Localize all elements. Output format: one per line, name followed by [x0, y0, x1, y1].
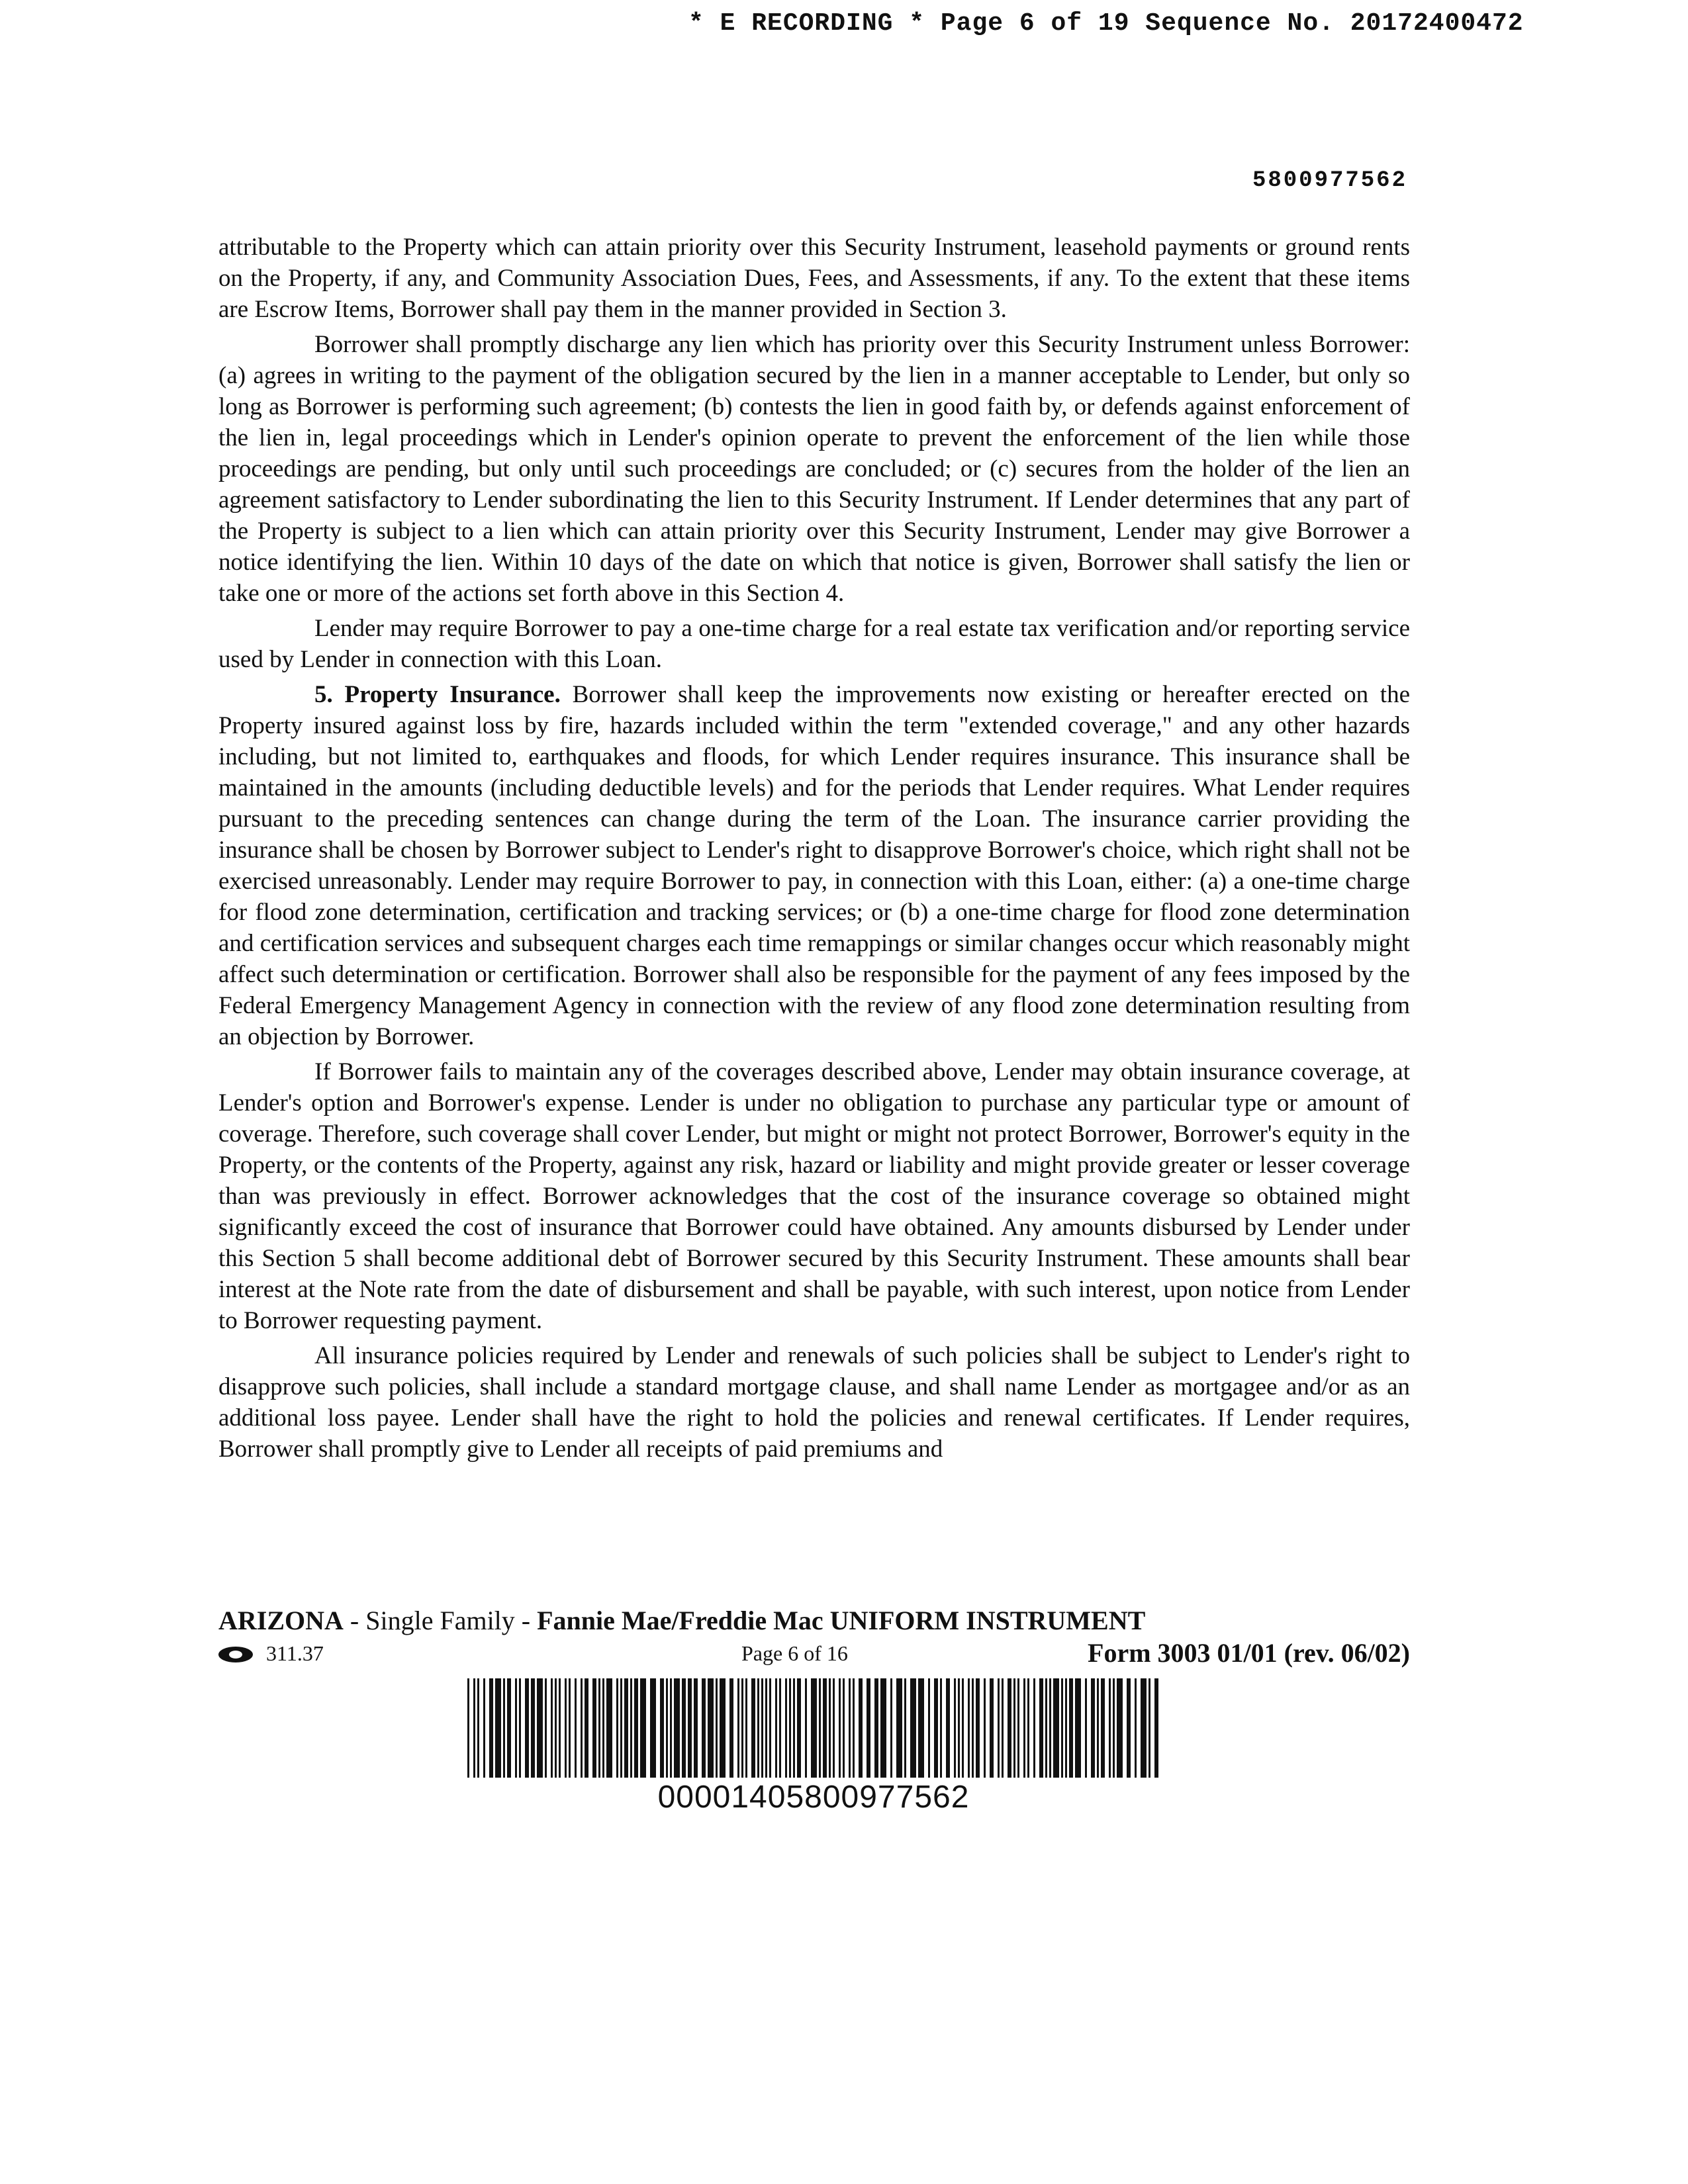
form-number: Form 3003 01/01 (rev. 06/02) [1088, 1638, 1410, 1668]
footer-row [218, 1640, 1410, 1673]
footer-instrument: Fannie Mae/Freddie Mac UNIFORM INSTRUMENT [537, 1606, 1146, 1635]
paragraph-escrow-items: attributable to the Property which can attain priority over this Security Instrument, leasehold payments or ground rents on the Property, if any, and Community Association Dues, Fees, and Assessments, if any. To the extent that these items are Escrow Items, Borrower shall pay them in the manner provided in Section 3. [218, 234, 1410, 323]
eye-logo-icon [218, 1647, 253, 1662]
footer-separator: - Single Family - [343, 1606, 538, 1635]
paragraph-lien-discharge: Borrower shall promptly discharge any lien which has priority over this Security Instrument unless Borrower: (a) agrees in writing to the payment of the obligation secured by the lien in a manner acceptable to Lender, but only so long as Borrower is performing such agreement; (b) contests the lien in good faith by, or defends against enforcement of the lien in, legal proceedings which in Lender's opinion operate to prevent the enforcement of the lien while those proceedings are pending, but only until such proceedings are concluded; or (c) secures from the holder of the lien an agreement satisfactory to Lender subordinating the lien to this Security Instrument. If Lender determines that any part of the Property is subject to a lien which can attain priority over this Security Instrument, Lender may give Borrower a notice identifying the lien. Within 10 days of the date on which that notice is given, Borrower shall satisfy the lien or take one or more of the actions set forth above in this Section 4. [218, 331, 1410, 607]
form-code: 311.37 [266, 1641, 324, 1665]
recording-header: * E RECORDING * Page 6 of 19 Sequence No. 20172400472 [688, 9, 1524, 38]
section-heading-property-insurance: 5. Property Insurance. [314, 681, 561, 708]
footer-state: ARIZONA [218, 1606, 344, 1635]
barcode-number: 00001405800977562 [657, 1780, 970, 1815]
barcode [467, 1678, 1160, 1778]
paragraph-property-insurance [218, 679, 1410, 1052]
paragraph-tax-verification: Lender may require Borrower to pay a one-time charge for a real estate tax verification and/or reporting service used by Lender in connection with this Loan. [218, 615, 1410, 673]
paragraph-policy-requirements: All insurance policies required by Lender and renewals of such policies shall be subject to Lender's right to disapprove such policies, shall include a standard mortgage clause, and shall name Lender as mortgagee and/or as an additional loss payee. Lender shall have the right to hold the policies and renewal certificates. If Lender requires, Borrower shall promptly give to Lender all receipts of paid premiums and [218, 1342, 1410, 1463]
paragraph-property-insurance-text: Borrower shall keep the improvements now existing or hereafter erected on the Property insured against loss by fire, hazards included within the term "extended coverage," and any other hazards including, but not limited to, earthquakes and floods, for which Lender requires insurance. This insurance shall be maintained in the amounts (including deductible levels) and for the periods that Lender requires. What Lender requires pursuant to the preceding sentences can change during the term of the Loan. The insurance carrier providing the insurance shall be chosen by Borrower subject to Lender's right to disapprove Borrower's choice, which right shall not be exercised unreasonably. Lender may require Borrower to pay, in connection with this Loan, either: (a) a one-time charge for flood zone determination, certification and tracking services; or (b) a one-time charge for flood zone determination and certification services and subsequent charges each time remappings or similar changes occur which reasonably might affect such determination or certification. Borrower shall also be responsible for the payment of any fees imposed by the Federal Emergency Management Agency in connection with the review of any flood zone determination resulting from an objection by Borrower. [218, 681, 1410, 1050]
paragraph-coverage-failure: If Borrower fails to maintain any of the coverages described above, Lender may obtain insurance coverage, at Lender's option and Borrower's expense. Lender is under no obligation to purchase any particular type or amount of coverage. Therefore, such coverage shall cover Lender, but might or might not protect Borrower, Borrower's equity in the Property, or the contents of the Property, against any risk, hazard or liability and might provide greater or lesser coverage than was previously in effect. Borrower acknowledges that the cost of the insurance coverage so obtained might significantly exceed the cost of insurance that Borrower could have obtained. Any amounts disbursed by Lender under this Section 5 shall become additional debt of Borrower secured by this Security Instrument. These amounts shall bear interest at the Note rate from the date of disbursement and shall be payable, with such interest, upon notice from Lender to Borrower requesting payment. [218, 1058, 1410, 1334]
document-body [218, 232, 1410, 1469]
page-reference: Page 6 of 16 [741, 1641, 848, 1665]
loan-number: 5800977562 [1252, 168, 1407, 193]
footer-title [218, 1605, 1145, 1636]
